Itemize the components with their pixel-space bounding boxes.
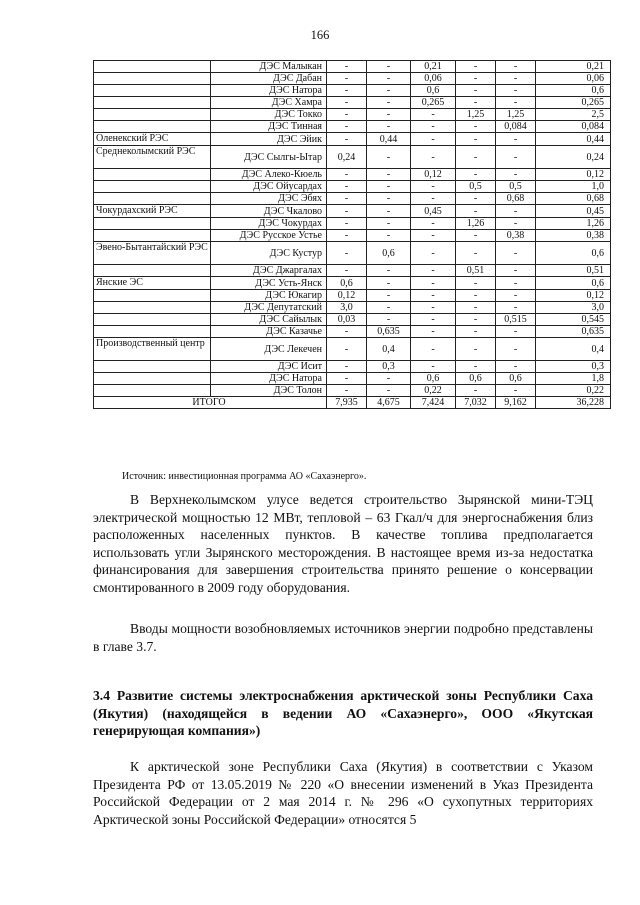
plant-cell: ДЭС Толон	[211, 385, 327, 397]
table-row	[94, 97, 611, 109]
plant-cell: ДЭС Натора	[211, 85, 327, 97]
region-cell	[94, 97, 211, 109]
table-row	[94, 181, 611, 193]
region-cell: Оленекский РЭС	[94, 133, 211, 146]
total-value-cell: 7,935	[327, 397, 367, 409]
table-row	[94, 326, 611, 338]
value-cell: -	[367, 73, 411, 85]
value-cell: -	[411, 338, 456, 361]
table-row	[94, 121, 611, 133]
value-cell: 0,12	[327, 290, 367, 302]
plant-cell: ДЭС Алеко-Кюель	[211, 169, 327, 181]
value-cell: -	[327, 133, 367, 146]
total-value-cell: 0,12	[536, 169, 611, 181]
total-value-cell: 7,032	[456, 397, 496, 409]
table-row	[94, 361, 611, 373]
total-value-cell: 0,24	[536, 146, 611, 169]
value-cell: -	[456, 242, 496, 265]
value-cell: 0,6	[411, 85, 456, 97]
value-cell: 0,6	[456, 373, 496, 385]
value-cell: -	[456, 133, 496, 146]
total-value-cell: 0,6	[536, 85, 611, 97]
table-row	[94, 242, 611, 265]
value-cell: 0,12	[411, 169, 456, 181]
value-cell: -	[327, 73, 367, 85]
value-cell: 0,22	[411, 385, 456, 397]
paragraph-text: К арктической зоне Республики Саха (Якутия) в соответствии с Указом Президента РФ от 13.05.2019 № 220 «О внесении изменений в Указ Президента Российской Федерации от 2 мая 2014 г. № 296 «О сухопутных территориях Арктической зоны Российской Федерации» относятся 5	[93, 759, 593, 827]
region-cell	[94, 302, 211, 314]
region-cell	[94, 290, 211, 302]
capacity-table	[93, 60, 611, 409]
section-heading	[93, 687, 593, 740]
value-cell: 0,45	[411, 205, 456, 218]
value-cell: -	[367, 314, 411, 326]
paragraph-zyryanka-chp	[93, 491, 593, 597]
total-value-cell: 0,06	[536, 73, 611, 85]
value-cell: -	[496, 361, 536, 373]
value-cell: -	[456, 230, 496, 242]
value-cell: -	[496, 73, 536, 85]
total-value-cell: 3,0	[536, 302, 611, 314]
plant-cell: ДЭС Кустур	[211, 242, 327, 265]
table-row	[94, 73, 611, 85]
value-cell: -	[327, 169, 367, 181]
total-label: ИТОГО	[94, 397, 327, 409]
value-cell: -	[411, 302, 456, 314]
value-cell: -	[456, 193, 496, 205]
page-number: 166	[310, 28, 330, 42]
region-cell: Чокурдахский РЭС	[94, 205, 211, 218]
total-value-cell: 2,5	[536, 109, 611, 121]
value-cell: 0,3	[367, 361, 411, 373]
region-cell	[94, 181, 211, 193]
value-cell: -	[367, 205, 411, 218]
total-value-cell: 0,12	[536, 290, 611, 302]
value-cell: -	[456, 205, 496, 218]
value-cell: 0,03	[327, 314, 367, 326]
value-cell: -	[367, 265, 411, 277]
region-cell	[94, 385, 211, 397]
table-source-note: Источник: инвестиционная программа АО «Сахаэнерго».	[122, 471, 367, 482]
region-cell	[94, 61, 211, 73]
value-cell: -	[327, 242, 367, 265]
plant-cell: ДЭС Натора	[211, 373, 327, 385]
paragraph-text: В Верхнеколымском улусе ведется строительство Зырянской мини-ТЭЦ электрической мощностью 12 МВт, тепловой – 63 Гкал/ч для энергоснабжения близ расположенных населенных пунктов. В качестве топлива предполагается использовать угли Зырянского месторождения. В настоящее время из-за недостатка финансирования для завершения строительства принято решение о консервации смонтированного в 2009 году оборудования.	[93, 492, 593, 595]
value-cell: -	[496, 205, 536, 218]
plant-cell: ДЭС Усть-Янск	[211, 277, 327, 290]
value-cell: -	[411, 121, 456, 133]
value-cell: -	[496, 146, 536, 169]
value-cell: -	[367, 181, 411, 193]
value-cell: -	[411, 181, 456, 193]
value-cell: 0,084	[496, 121, 536, 133]
value-cell: -	[456, 338, 496, 361]
total-value-cell: 9,162	[496, 397, 536, 409]
value-cell: -	[327, 265, 367, 277]
table-row	[94, 133, 611, 146]
value-cell: -	[327, 361, 367, 373]
value-cell: -	[456, 277, 496, 290]
total-value-cell: 0,45	[536, 205, 611, 218]
total-value-cell: 0,6	[536, 242, 611, 265]
value-cell: -	[496, 277, 536, 290]
value-cell: -	[411, 133, 456, 146]
total-value-cell: 1,0	[536, 181, 611, 193]
plant-cell: ДЭС Сайылык	[211, 314, 327, 326]
plant-cell: ДЭС Исит	[211, 361, 327, 373]
value-cell: -	[496, 326, 536, 338]
value-cell: -	[496, 385, 536, 397]
total-value-cell: 0,38	[536, 230, 611, 242]
value-cell: -	[367, 218, 411, 230]
value-cell: 3,0	[327, 302, 367, 314]
total-value-cell: 0,3	[536, 361, 611, 373]
value-cell: -	[456, 385, 496, 397]
value-cell: -	[411, 242, 456, 265]
total-value-cell: 1,26	[536, 218, 611, 230]
plant-cell: ДЭС Сылгы-Ытар	[211, 146, 327, 169]
total-value-cell: 0,44	[536, 133, 611, 146]
total-value-cell: 0,635	[536, 326, 611, 338]
value-cell: 0,635	[367, 326, 411, 338]
table-row	[94, 373, 611, 385]
value-cell: -	[456, 121, 496, 133]
plant-cell: ДЭС Казачье	[211, 326, 327, 338]
value-cell: 0,5	[456, 181, 496, 193]
value-cell: 0,24	[327, 146, 367, 169]
value-cell: -	[367, 169, 411, 181]
value-cell: -	[367, 277, 411, 290]
region-cell: Эвено-Бытантайский РЭС	[94, 242, 211, 265]
region-cell	[94, 218, 211, 230]
value-cell: -	[411, 146, 456, 169]
value-cell: -	[327, 193, 367, 205]
table-row	[94, 205, 611, 218]
table-row	[94, 230, 611, 242]
table-row	[94, 61, 611, 73]
total-value-cell: 0,6	[536, 277, 611, 290]
value-cell: -	[496, 302, 536, 314]
value-cell: -	[496, 290, 536, 302]
value-cell: -	[496, 338, 536, 361]
plant-cell: ДЭС Хамра	[211, 97, 327, 109]
table-row	[94, 169, 611, 181]
region-cell	[94, 373, 211, 385]
total-value-cell: 0,21	[536, 61, 611, 73]
region-cell	[94, 361, 211, 373]
value-cell: -	[456, 73, 496, 85]
total-value-cell: 1,8	[536, 373, 611, 385]
plant-cell: ДЭС Депутатский	[211, 302, 327, 314]
table-row	[94, 85, 611, 97]
value-cell: -	[411, 326, 456, 338]
section-heading-text: 3.4 Развитие системы электроснабжения арктической зоны Республики Саха (Якутия) (находящейся в ведении АО «Сахаэнерго», ООО «Якутская генерирующая компания»)	[93, 688, 593, 739]
value-cell: 0,21	[411, 61, 456, 73]
total-value-cell: 0,51	[536, 265, 611, 277]
value-cell: -	[456, 361, 496, 373]
value-cell: -	[327, 85, 367, 97]
value-cell: -	[327, 97, 367, 109]
table-row	[94, 193, 611, 205]
value-cell: -	[456, 97, 496, 109]
plant-cell: ДЭС Токко	[211, 109, 327, 121]
table-row	[94, 314, 611, 326]
table-total-row	[94, 397, 611, 409]
value-cell: 0,5	[496, 181, 536, 193]
region-cell: Янские ЭС	[94, 277, 211, 290]
value-cell: -	[411, 265, 456, 277]
value-cell: -	[367, 146, 411, 169]
value-cell: -	[496, 85, 536, 97]
value-cell: -	[367, 302, 411, 314]
value-cell: -	[327, 181, 367, 193]
value-cell: -	[327, 109, 367, 121]
value-cell: -	[411, 109, 456, 121]
value-cell: -	[367, 85, 411, 97]
value-cell: -	[367, 109, 411, 121]
total-value-cell: 4,675	[367, 397, 411, 409]
region-cell	[94, 73, 211, 85]
plant-cell: ДЭС Ойусардах	[211, 181, 327, 193]
table-row	[94, 277, 611, 290]
value-cell: -	[456, 169, 496, 181]
value-cell: -	[456, 326, 496, 338]
value-cell: -	[327, 205, 367, 218]
table-row	[94, 385, 611, 397]
total-value-cell: 0,68	[536, 193, 611, 205]
value-cell: -	[496, 265, 536, 277]
plant-cell: ДЭС Русское Устье	[211, 230, 327, 242]
value-cell: -	[456, 61, 496, 73]
value-cell: -	[456, 314, 496, 326]
value-cell: -	[496, 218, 536, 230]
table-body	[94, 61, 611, 409]
value-cell: -	[496, 242, 536, 265]
value-cell: -	[411, 193, 456, 205]
value-cell: -	[367, 373, 411, 385]
total-value-cell: 0,084	[536, 121, 611, 133]
region-cell	[94, 326, 211, 338]
value-cell: -	[496, 133, 536, 146]
region-cell	[94, 230, 211, 242]
value-cell: 0,4	[367, 338, 411, 361]
paragraph-arctic-zone	[93, 758, 593, 828]
value-cell: -	[327, 338, 367, 361]
value-cell: 0,6	[496, 373, 536, 385]
value-cell: 1,25	[456, 109, 496, 121]
value-cell: -	[367, 97, 411, 109]
region-cell	[94, 193, 211, 205]
value-cell: -	[411, 314, 456, 326]
value-cell: 0,44	[367, 133, 411, 146]
table-row	[94, 290, 611, 302]
plant-cell: ДЭС Эйик	[211, 133, 327, 146]
plant-cell: ДЭС Дабан	[211, 73, 327, 85]
value-cell: 0,515	[496, 314, 536, 326]
region-cell: Производственный центр	[94, 338, 211, 361]
region-cell	[94, 265, 211, 277]
region-cell	[94, 169, 211, 181]
value-cell: -	[411, 361, 456, 373]
value-cell: -	[367, 385, 411, 397]
value-cell: -	[411, 230, 456, 242]
value-cell: -	[456, 290, 496, 302]
value-cell: -	[411, 290, 456, 302]
value-cell: 0,265	[411, 97, 456, 109]
value-cell: -	[456, 146, 496, 169]
region-cell: Среднеколымский РЭС	[94, 146, 211, 169]
value-cell: 0,6	[327, 277, 367, 290]
value-cell: 0,6	[367, 242, 411, 265]
plant-cell: ДЭС Эбях	[211, 193, 327, 205]
region-cell	[94, 85, 211, 97]
value-cell: 0,51	[456, 265, 496, 277]
value-cell: -	[367, 290, 411, 302]
table-row	[94, 302, 611, 314]
value-cell: -	[327, 230, 367, 242]
total-value-cell: 0,22	[536, 385, 611, 397]
region-cell	[94, 314, 211, 326]
region-cell	[94, 121, 211, 133]
value-cell: 0,6	[411, 373, 456, 385]
value-cell: -	[411, 218, 456, 230]
total-value-cell: 0,545	[536, 314, 611, 326]
total-value-cell: 36,228	[536, 397, 611, 409]
value-cell: -	[456, 85, 496, 97]
paragraph-renewables	[93, 620, 593, 655]
value-cell: -	[496, 97, 536, 109]
total-value-cell: 7,424	[411, 397, 456, 409]
value-cell: -	[456, 302, 496, 314]
value-cell: 0,38	[496, 230, 536, 242]
value-cell: 1,26	[456, 218, 496, 230]
value-cell: 1,25	[496, 109, 536, 121]
plant-cell: ДЭС Чокурдах	[211, 218, 327, 230]
plant-cell: ДЭС Чкалово	[211, 205, 327, 218]
value-cell: -	[496, 61, 536, 73]
value-cell: -	[411, 277, 456, 290]
total-value-cell: 0,265	[536, 97, 611, 109]
region-cell	[94, 109, 211, 121]
value-cell: 0,68	[496, 193, 536, 205]
plant-cell: ДЭС Юкагир	[211, 290, 327, 302]
plant-cell: ДЭС Лекечен	[211, 338, 327, 361]
value-cell: -	[367, 193, 411, 205]
value-cell: -	[367, 61, 411, 73]
plant-cell: ДЭС Джаргалах	[211, 265, 327, 277]
plant-cell: ДЭС Малыкан	[211, 61, 327, 73]
value-cell: 0,06	[411, 73, 456, 85]
table-row	[94, 218, 611, 230]
value-cell: -	[367, 230, 411, 242]
table-row	[94, 338, 611, 361]
table-row	[94, 109, 611, 121]
value-cell: -	[327, 61, 367, 73]
value-cell: -	[327, 373, 367, 385]
table-row	[94, 146, 611, 169]
value-cell: -	[327, 121, 367, 133]
value-cell: -	[327, 326, 367, 338]
paragraph-text: Вводы мощности возобновляемых источников энергии подробно представлены в главе 3.7.	[93, 621, 593, 654]
value-cell: -	[327, 218, 367, 230]
plant-cell: ДЭС Тинная	[211, 121, 327, 133]
value-cell: -	[367, 121, 411, 133]
value-cell: -	[496, 169, 536, 181]
table-row	[94, 265, 611, 277]
value-cell: -	[327, 385, 367, 397]
total-value-cell: 0,4	[536, 338, 611, 361]
